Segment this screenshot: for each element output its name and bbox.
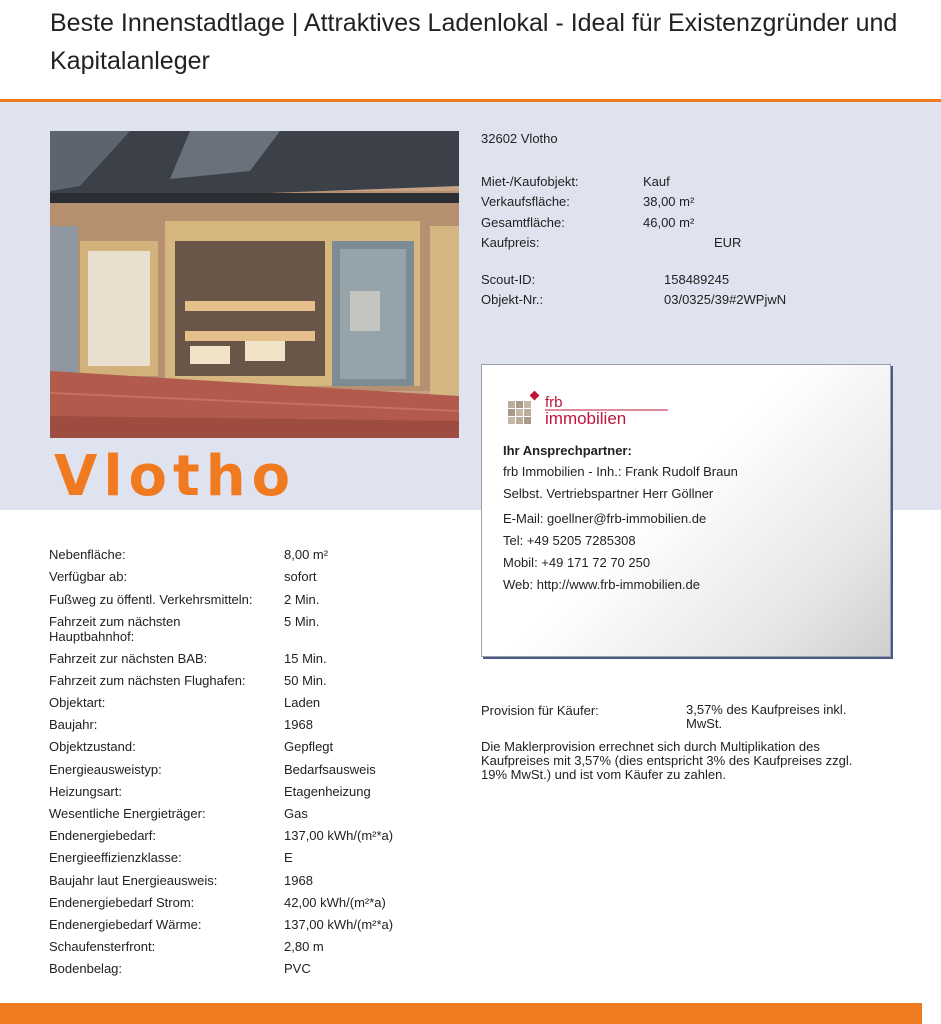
- fact-label: Kaufpreis:: [481, 235, 540, 250]
- fact-value: EUR: [714, 235, 742, 250]
- footer-bar: [0, 1003, 922, 1024]
- detail-value: 137,00 kWh/(m²*a): [284, 828, 394, 843]
- detail-value: 2 Min.: [284, 592, 320, 607]
- detail-label: Nebenfläche:: [49, 547, 126, 562]
- logo-text-bottom: immobilien: [545, 409, 627, 427]
- page-title: Beste Innenstadtlage | Attraktives Ladenlokal - Ideal für Existenzgründer und Kapitalanleger: [50, 9, 898, 75]
- logo-text-top: frb: [545, 394, 563, 411]
- detail-value: 5 Min.: [284, 614, 320, 629]
- contact-heading: Ihr Ansprechpartner:: [503, 443, 632, 458]
- detail-label: Energieausweistyp:: [49, 762, 162, 777]
- detail-label: Verfügbar ab:: [49, 569, 128, 584]
- fact-value: 38,00 m²: [643, 194, 695, 209]
- detail-label: Endenergiebedarf Wärme:: [49, 917, 202, 932]
- provision-note: Die Maklerprovision errechnet sich durch Multiplikation des Kaufpreises mit 3,57% (dies entspricht 3% des Kaufpreises zzgl. 19% MwSt.) und ist vom Käufer zu zahlen.: [481, 739, 853, 782]
- contact-phone[interactable]: Tel: +49 5205 7285308: [503, 533, 636, 548]
- detail-label: Objektart:: [49, 695, 106, 710]
- detail-value: 137,00 kWh/(m²*a): [284, 917, 394, 932]
- detail-label: Endenergiebedarf:: [49, 828, 156, 843]
- detail-label: Fußweg zu öffentl. Verkehrsmitteln:: [49, 592, 253, 607]
- contact-email[interactable]: E-Mail: goellner@frb-immobilien.de: [503, 511, 707, 526]
- fact-value: 46,00 m²: [643, 215, 695, 230]
- detail-value: Etagenheizung: [284, 784, 371, 799]
- contact-mobile[interactable]: Mobil: +49 171 72 70 250: [503, 555, 651, 570]
- detail-label: Baujahr:: [49, 717, 98, 732]
- detail-label: Bodenbelag:: [49, 961, 123, 976]
- provision-label: Provision für Käufer:: [481, 703, 599, 718]
- id-label: Objekt-Nr.:: [481, 292, 544, 307]
- detail-value: 2,80 m: [284, 939, 324, 954]
- detail-label: Fahrzeit zum nächsten Flughafen:: [49, 673, 246, 688]
- id-value: 158489245: [664, 272, 730, 287]
- detail-label: Schaufensterfront:: [49, 939, 156, 954]
- detail-value: Bedarfsausweis: [284, 762, 376, 777]
- detail-value: sofort: [284, 569, 317, 584]
- property-photo: [50, 131, 459, 438]
- detail-value: Gepflegt: [284, 739, 334, 754]
- id-label: Scout-ID:: [481, 272, 536, 287]
- detail-value: 42,00 kWh/(m²*a): [284, 895, 386, 910]
- detail-value: 50 Min.: [284, 673, 327, 688]
- contact-card: [481, 364, 891, 657]
- detail-label: Wesentliche Energieträger:: [49, 806, 206, 821]
- location-text: 32602 Vlotho: [481, 131, 558, 146]
- detail-value: 8,00 m²: [284, 547, 329, 562]
- contact-website[interactable]: Web: http://www.frb-immobilien.de: [503, 577, 700, 592]
- detail-value: 1968: [284, 873, 313, 888]
- contact-partner: Selbst. Vertriebspartner Herr Göllner: [503, 486, 714, 501]
- detail-label: Fahrzeit zur nächsten BAB:: [49, 651, 208, 666]
- fact-value: Kauf: [643, 174, 670, 189]
- contact-company: frb Immobilien - Inh.: Frank Rudolf Braun: [503, 464, 738, 479]
- detail-value: Gas: [284, 806, 308, 821]
- detail-value: PVC: [284, 961, 311, 976]
- detail-label: Fahrzeit zum nächsten Hauptbahnhof:: [49, 614, 181, 644]
- detail-label: Heizungsart:: [49, 784, 122, 799]
- provision-value: 3,57% des Kaufpreises inkl. MwSt.: [686, 702, 847, 731]
- company-logo: [508, 391, 688, 427]
- city-heading: Vlotho: [54, 444, 297, 509]
- fact-label: Verkaufsfläche:: [481, 194, 570, 209]
- fact-label: Miet-/Kaufobjekt:: [481, 174, 579, 189]
- detail-value: E: [284, 850, 293, 865]
- detail-label: Baujahr laut Energieausweis:: [49, 873, 218, 888]
- detail-value: 1968: [284, 717, 313, 732]
- detail-label: Endenergiebedarf Strom:: [49, 895, 195, 910]
- detail-label: Objektzustand:: [49, 739, 136, 754]
- detail-value: 15 Min.: [284, 651, 327, 666]
- id-value: 03/0325/39#2WPjwN: [664, 292, 787, 307]
- detail-label: Energieeffizienzklasse:: [49, 850, 182, 865]
- fact-label: Gesamtfläche:: [481, 215, 565, 230]
- detail-value: Laden: [284, 695, 321, 710]
